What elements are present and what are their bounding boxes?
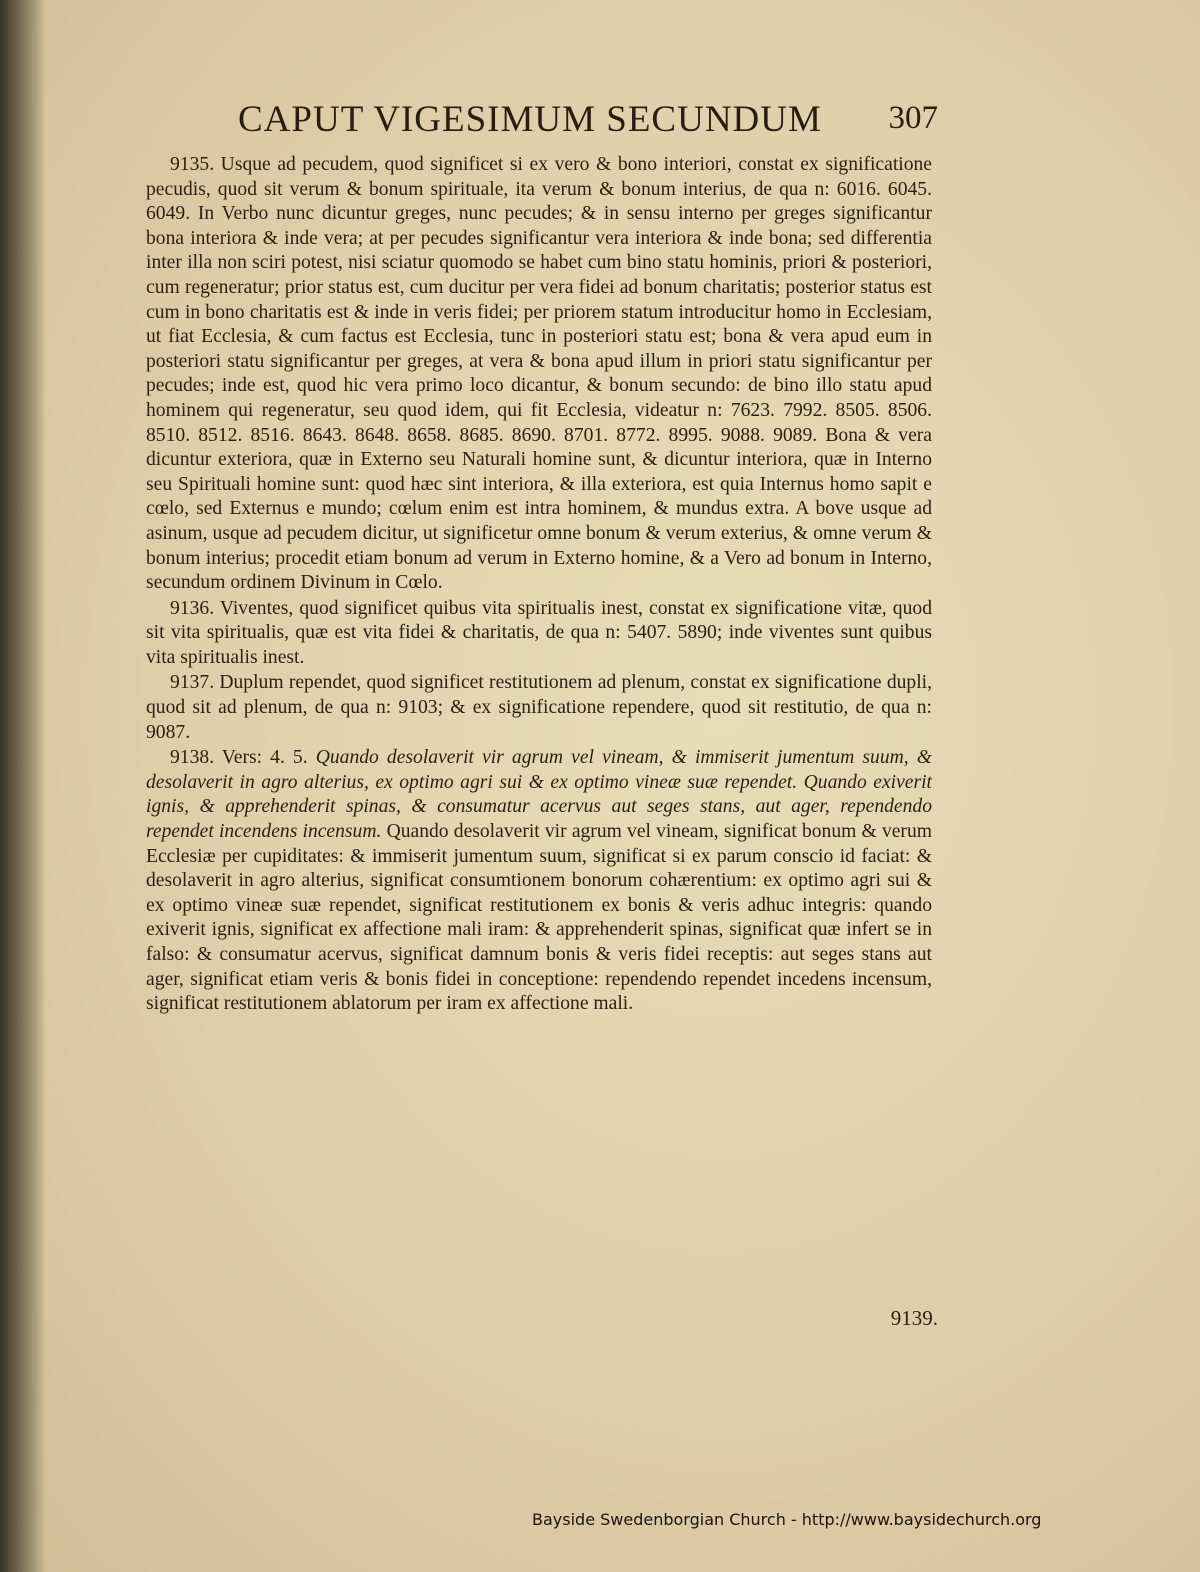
body-text bbox=[146, 153, 932, 1017]
paragraph-lead: 9138. Vers: 4. 5. bbox=[170, 747, 316, 769]
scripture-quote: Quando desolaverit vir agrum vel vineam, & immiserit jumentum suum, & desolaverit in agro alterius, ex optimo agri sui & ex optimo vineæ suæ rependet. Quando exiverit ignis, & apprehenderit spinas, & consumatur acervus aut seges stans, aut ager, rependendo rependet incendens incensum. bbox=[146, 747, 933, 843]
page-number: 307 bbox=[888, 100, 938, 136]
book-binding-shadow bbox=[0, 0, 46, 1572]
paragraph-9138 bbox=[146, 746, 932, 1017]
paragraph-9137: 9137. Duplum rependet, quod significet restitutionem ad plenum, constat ex significatione dupli, quod sit ad plenum, de qua n: 9103; & ex significatione rependere, quod sit restitutio, de qua n: 9087. bbox=[146, 672, 932, 743]
footer-credit: Bayside Swedenborgian Church - http://www.baysidechurch.org bbox=[532, 1510, 1042, 1529]
running-title: CAPUT VIGESIMUM SECUNDUM bbox=[238, 99, 822, 140]
catchword: 9139. bbox=[890, 1306, 938, 1330]
paragraph-9136: 9136. Viventes, quod significet quibus vita spiritualis inest, constat ex significatione vitæ, quod sit vita spiritualis, quæ est vita fidei & charitatis, de qua n: 5407. 5890; inde viventes sunt quibus vita spiritualis inest. bbox=[146, 597, 932, 668]
paragraph-9135: 9135. Usque ad pecudem, quod significet si ex vero & bono interiori, constat ex significatione pecudis, quod sit verum & bonum spirituale, ita verum & bonum interius, de qua n: 6016. 6045. 6049. In Verbo nunc dicuntur greges, nunc pecudes; & in sensu interno per greges significantur bona interiora & inde vera; at per pecudes significantur vera interiora & inde bona; sed differentia inter illa non sciri potest, nisi sciatur quomodo se habet cum bino statu hominis, priori & posteriori, cum regeneratur; prior status est, cum ducitur per vera fidei ad bonum charitatis; posterior status est cum in bono charitatis est & inde in veris fidei; per priorem statum introducitur homo in Ecclesiam, ut fiat Ecclesia, & cum factus est Ecclesia, tunc in posteriori statu est; bona & vera apud eum in posteriori statu significantur per greges, at vera & bona apud illum in priori statu significantur per pecudes; inde est, quod hic vera primo loco dicantur, & bonum secundo: de bino illo statu apud hominem qui regeneratur, seu quod idem, qui fit Ecclesia, videatur n: 7623. 7992. 8505. 8506. 8510. 8512. 8516. 8643. 8648. 8658. 8685. 8690. 8701. 8772. 8995. 9088. 9089. Bona & vera dicuntur exteriora, quæ in Externo seu Naturali homine sunt, & dicuntur interiora, quæ in Interno seu Spirituali homine sunt: quod hæc sint interiora, & illa exteriora, est quia Internus homo sapit e cœlo, sed Externus e mundo; cœlum enim est intra hominem, & mundus extra. A bove usque ad asinum, usque ad pecudem dicitur, ut significetur omne bonum & verum exterius, & omne verum & bonum interius; procedit etiam bonum ad verum in Externo homine, & a Vero ad bonum in Interno, secundum ordinem Divinum in Cœlo. bbox=[146, 154, 932, 594]
page-header bbox=[238, 98, 938, 146]
paragraph-explanation: Quando desolaverit vir agrum vel vineam, significat bonum & verum Ecclesiæ per cupiditates: & immiserit jumentum suum, significat si ex parum conscio id faciat: & desolaverit in agro alterius, significat consumtionem bonorum cohærentium: ex optimo agri sui & ex optimo vineæ suæ rependet, significat restitutionem ex bonis & veris adhuc integris: quando exiverit ignis, significat ex affectione mali iram: & apprehenderit spinas, significat quæ infert se in falso: & consumatur acervus, significat damnum bonis & veris fidei receptis: aut seges stans aut ager, significat etiam veris & bonis fidei in conceptione: rependendo rependet incedens incensum, significat restitutionem ablatorum per iram ex affectione mali. bbox=[146, 821, 932, 1015]
